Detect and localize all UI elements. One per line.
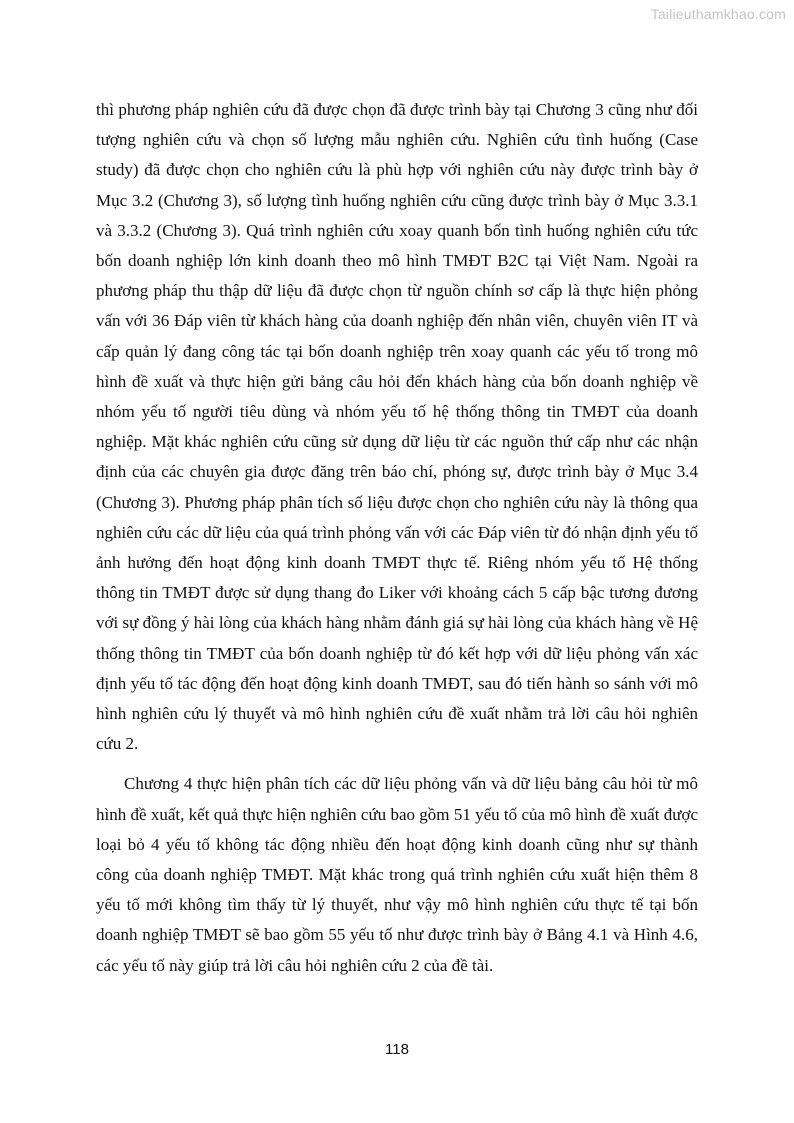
page-number: 118 xyxy=(385,1041,409,1058)
paragraph-2: Chương 4 thực hiện phân tích các dữ liệu phỏng vấn và dữ liệu bảng câu hỏi từ mô hình đề xuất, kết quả thực hiện nghiên cứu bao gồm 51 yếu tố của mô hình đề xuất được loại bỏ 4 yếu tố không tác động nhiều đến hoạt động kinh doanh cũng như sự thành công của doanh nghiệp TMĐT. Mặt khác trong quá trình nghiên cứu xuất hiện thêm 8 yếu tố mới không tìm thấy từ lý thuyết, như vậy mô hình nghiên cứu thực tế tại bốn doanh nghiệp TMĐT sẽ bao gồm 55 yếu tố như được trình bày ở Bảng 4.1 và Hình 4.6, các yếu tố này giúp trả lời câu hỏi nghiên cứu 2 của đề tài. xyxy=(96,774,698,975)
paragraph-1: thì phương pháp nghiên cứu đã được chọn đã được trình bày tại Chương 3 cũng như đối tượng nghiên cứu và chọn số lượng mẫu nghiên cứu. Nghiên cứu tình huống (Case study) đã được chọn cho nghiên cứu là phù hợp với nghiên cứu này được trình bày ở Mục 3.2 (Chương 3), số lượng tình huống nghiên cứu cũng được trình bày ở Mục 3.3.1 và 3.3.2 (Chương 3). Quá trình nghiên cứu xoay quanh bốn tình huống nghiên cứu tức bốn doanh nghiệp lớn kinh doanh theo mô hình TMĐT B2C tại Việt Nam. Ngoài ra phương pháp thu thập dữ liệu đã được chọn từ nguồn chính sơ cấp là thực hiện phỏng vấn với 36 Đáp viên từ khách hàng của doanh nghiệp đến nhân viên, chuyên viên IT và cấp quản lý đang công tác tại bốn doanh nghiệp trên xoay quanh các yếu tố trong mô hình đề xuất và thực hiện gửi bảng câu hỏi đến khách hàng của bốn doanh nghiệp về nhóm yếu tố người tiêu dùng và nhóm yếu tố hệ thống thông tin TMĐT của doanh nghiệp. Mặt khác nghiên cứu cũng sử dụng dữ liệu từ các nguồn thứ cấp như các nhận định của các chuyên gia được đăng trên báo chí, phóng sự, được trình bày ở Mục 3.4 (Chương 3). Phương pháp phân tích số liệu được chọn cho nghiên cứu này là thông qua nghiên cứu các dữ liệu của quá trình phỏng vấn với các Đáp viên từ đó nhận định yếu tố ảnh hưởng đến hoạt động kinh doanh TMĐT thực tế. Riêng nhóm yếu tố Hệ thống thông tin TMĐT được sử dụng thang đo Liker với khoảng cách 5 cấp bậc tương đương với sự đồng ý hài lòng của khách hàng nhằm đánh giá sự hài lòng của khách hàng về Hệ thống thông tin TMĐT của bốn doanh nghiệp từ đó kết hợp với dữ liệu phỏng vấn xác định yếu tố tác động đến hoạt động kinh doanh TMĐT, sau đó tiến hành so sánh với mô hình nghiên cứu lý thuyết và mô hình nghiên cứu đề xuất nhằm trả lời câu hỏi nghiên cứu 2. xyxy=(96,100,698,754)
document-body xyxy=(96,95,698,981)
watermark-text: Tailieuthamkhao.com xyxy=(650,6,786,22)
